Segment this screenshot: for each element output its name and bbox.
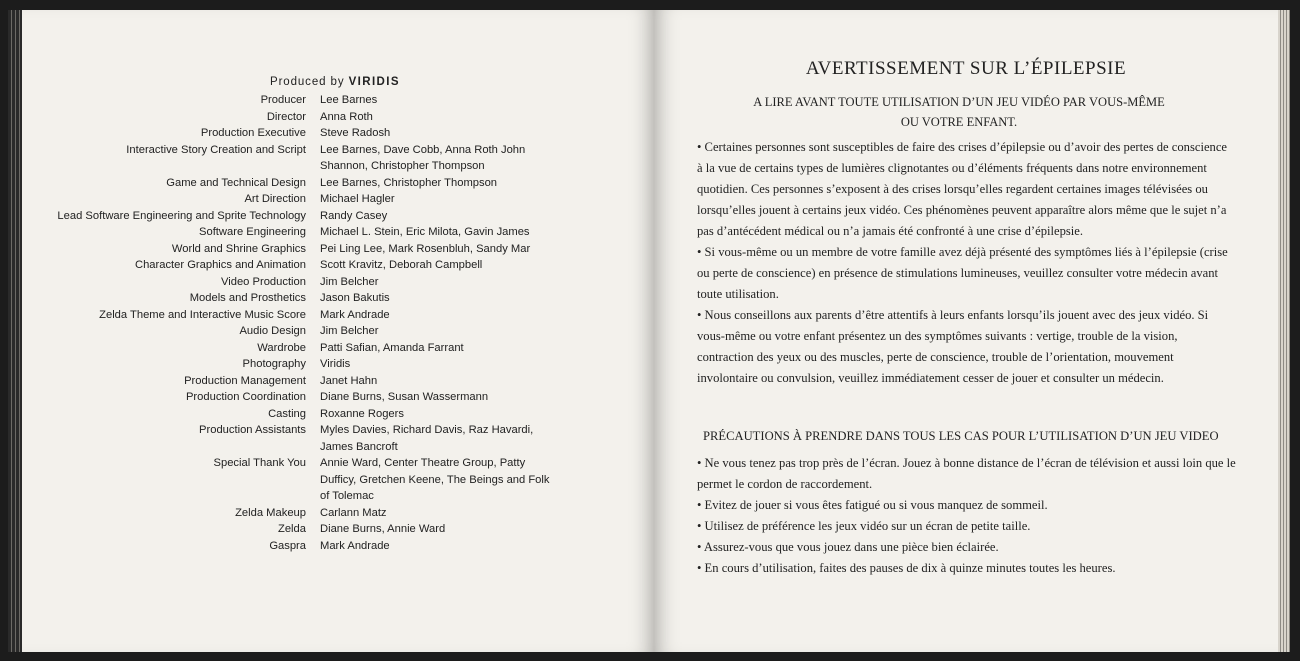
- credit-names: Michael L. Stein, Eric Milota, Gavin James: [320, 226, 530, 238]
- credit-row: [22, 307, 654, 324]
- credit-names: Patti Safian, Amanda Farrant: [320, 341, 464, 354]
- credit-names: Carlann Matz: [320, 506, 387, 519]
- precaution-item: • Utilisez de préférence les jeux vidéo sur un écran de petite taille.: [697, 519, 1031, 533]
- warning-body: [697, 137, 1229, 389]
- credit-row: [22, 208, 654, 225]
- credit-row: [22, 455, 654, 505]
- credit-names: Annie Ward, Center Theatre Group, Patty Dufficy, Gretchen Keene, The Beings and Folk of Tolemac: [320, 457, 550, 502]
- credit-row: [22, 521, 654, 538]
- credits-list: [22, 92, 654, 554]
- credit-names: Lee Barnes, Dave Cobb, Anna Roth John Shannon, Christopher Thompson: [320, 143, 526, 172]
- credit-names: Steve Radosh: [320, 127, 391, 139]
- credit-names: Mark Andrade: [320, 308, 390, 321]
- credit-role: Interactive Story Creation and Script: [126, 143, 306, 156]
- credit-role: Zelda Theme and Interactive Music Score: [99, 308, 306, 321]
- credit-role: Video Production: [220, 275, 306, 288]
- credit-role: Software Engineering: [199, 226, 306, 238]
- credit-row: [22, 340, 654, 357]
- precautions-list: [697, 453, 1237, 579]
- credit-role: Audio Design: [239, 325, 306, 337]
- credit-row: [22, 257, 654, 274]
- precaution-item: • En cours d’utilisation, faites des pauses de dix à quinze minutes toutes les heures.: [697, 561, 1116, 575]
- credit-names: Diane Burns, Susan Wassermann: [320, 391, 489, 403]
- precautions-title: PRÉCAUTIONS À PRENDRE DANS TOUS LES CAS POUR L’UTILISATION D’UN JEU VIDEO: [703, 429, 1219, 443]
- credit-names: Pei Ling Lee, Mark Rosenbluh, Sandy Mar: [320, 242, 531, 255]
- credit-row: [22, 142, 654, 175]
- precaution-item: • Assurez-vous que vous jouez dans une pièce bien éclairée.: [697, 540, 999, 554]
- credit-row: [22, 406, 654, 423]
- credit-row: [22, 538, 654, 555]
- produced-by-company: VIRIDIS: [348, 76, 400, 88]
- page-stack-edge: [1278, 10, 1290, 652]
- credit-row: [22, 125, 654, 142]
- credit-role: Special Thank You: [213, 457, 306, 469]
- credit-names: Janet Hahn: [320, 374, 378, 387]
- credit-role: Production Coordination: [185, 391, 306, 403]
- credit-role: Models and Prosthetics: [189, 292, 306, 304]
- credit-role: Zelda Makeup: [235, 506, 306, 519]
- credit-names: Roxanne Rogers: [320, 407, 404, 420]
- precaution-item: • Ne vous tenez pas trop près de l’écran. Jouez à bonne distance de l’écran de télévision et aussi loin que le permet le cordon de raccordement.: [697, 456, 1236, 491]
- credit-role: Game and Technical Design: [166, 176, 306, 189]
- credit-role: Production Management: [184, 374, 306, 387]
- credit-names: Anna Roth: [320, 110, 373, 123]
- produced-by-heading: [270, 76, 440, 88]
- credit-role: Photography: [242, 358, 306, 370]
- credit-role: Character Graphics and Animation: [134, 259, 306, 271]
- credit-row: [22, 92, 654, 109]
- credit-row: [22, 356, 654, 373]
- credits-page: [22, 10, 654, 652]
- credit-row: [22, 224, 654, 241]
- credit-role: Producer: [260, 94, 306, 106]
- credit-role: Director: [266, 110, 306, 123]
- credit-row: [22, 241, 654, 258]
- credit-role: Production Assistants: [199, 424, 306, 436]
- credit-row: [22, 389, 654, 406]
- credit-role: Art Direction: [244, 193, 306, 205]
- credit-row: [22, 191, 654, 208]
- credit-row: [22, 323, 654, 340]
- credit-row: [22, 505, 654, 522]
- credit-names: Lee Barnes: [320, 94, 378, 106]
- precaution-item: • Evitez de jouer si vous êtes fatigué ou si vous manquez de sommeil.: [697, 498, 1048, 512]
- credit-names: Randy Casey: [320, 209, 388, 222]
- credit-role: Production Executive: [200, 127, 306, 139]
- credit-names: Viridis: [320, 358, 351, 370]
- credit-names: Scott Kravitz, Deborah Campbell: [320, 259, 483, 271]
- credit-names: Michael Hagler: [320, 193, 395, 205]
- warning-paragraph: • Si vous-même ou un membre de votre famille avez déjà présenté des symptômes liés à l’épilepsie (crise ou perte de conscience) en présence de stimulations lumineuses, veuillez consulter votre médecin avant toute utilisation.: [697, 245, 1228, 301]
- credit-row: [22, 175, 654, 192]
- credit-row: [22, 290, 654, 307]
- credit-names: Myles Davies, Richard Davis, Raz Havardi, James Bancroft: [320, 424, 534, 453]
- credit-names: Jason Bakutis: [320, 292, 390, 304]
- credit-names: Lee Barnes, Christopher Thompson: [320, 176, 498, 189]
- warning-paragraph: • Certaines personnes sont susceptibles de faire des crises d’épilepsie ou d’avoir des pertes de conscience à la vue de certains types de lumières clignotantes ou d’éléments fréquents dans notre environnement quotidien. Ces personnes s’exposent à des crises lorsqu’elles regardent certaines images télévisées ou lorsqu’elles jouent à certains jeux vidéo. Ces phénomènes peuvent apparaître alors même que le sujet n’a pas d’antécédent médical ou n’a jamais été confronté à une crise d’épilepsie.: [697, 140, 1228, 238]
- warning-paragraph: • Nous conseillons aux parents d’être attentifs à leurs enfants lorsqu’ils jouent avec des jeux vidéo. Si vous-même ou votre enfant présentez un des symptômes suivants : vertige, trouble de la vision, contraction des yeux ou des muscles, perte de conscience, trouble de l’orientation, mouvement involontaire ou convulsion, veuillez immédiatement cesser de jouer et consulter un médecin.: [697, 308, 1209, 385]
- produced-by-prefix: Produced by: [270, 76, 345, 88]
- credit-row: [22, 274, 654, 291]
- credit-role: Zelda: [278, 523, 306, 535]
- credit-names: Mark Andrade: [320, 539, 390, 552]
- credit-row: [22, 422, 654, 455]
- credit-names: Jim Belcher: [320, 325, 379, 337]
- credit-role: Gaspra: [269, 539, 306, 552]
- epilepsy-warning-page: [654, 10, 1278, 652]
- credit-row: [22, 109, 654, 126]
- credit-row: [22, 373, 654, 390]
- credit-names: Jim Belcher: [320, 275, 379, 288]
- warning-subtitle: A LIRE AVANT TOUTE UTILISATION D’UN JEU VIDÉO PAR VOUS-MÊME OU VOTRE ENFANT.: [753, 95, 1165, 129]
- credit-role: World and Shrine Graphics: [171, 242, 306, 255]
- warning-title: AVERTISSEMENT SUR L’ÉPILEPSIE: [805, 58, 1127, 79]
- credit-role: Wardrobe: [257, 341, 306, 354]
- credit-role: Lead Software Engineering and Sprite Technology: [57, 209, 306, 222]
- book-spine-edge: [8, 10, 22, 652]
- credit-names: Diane Burns, Annie Ward: [320, 523, 446, 535]
- credit-role: Casting: [268, 407, 306, 420]
